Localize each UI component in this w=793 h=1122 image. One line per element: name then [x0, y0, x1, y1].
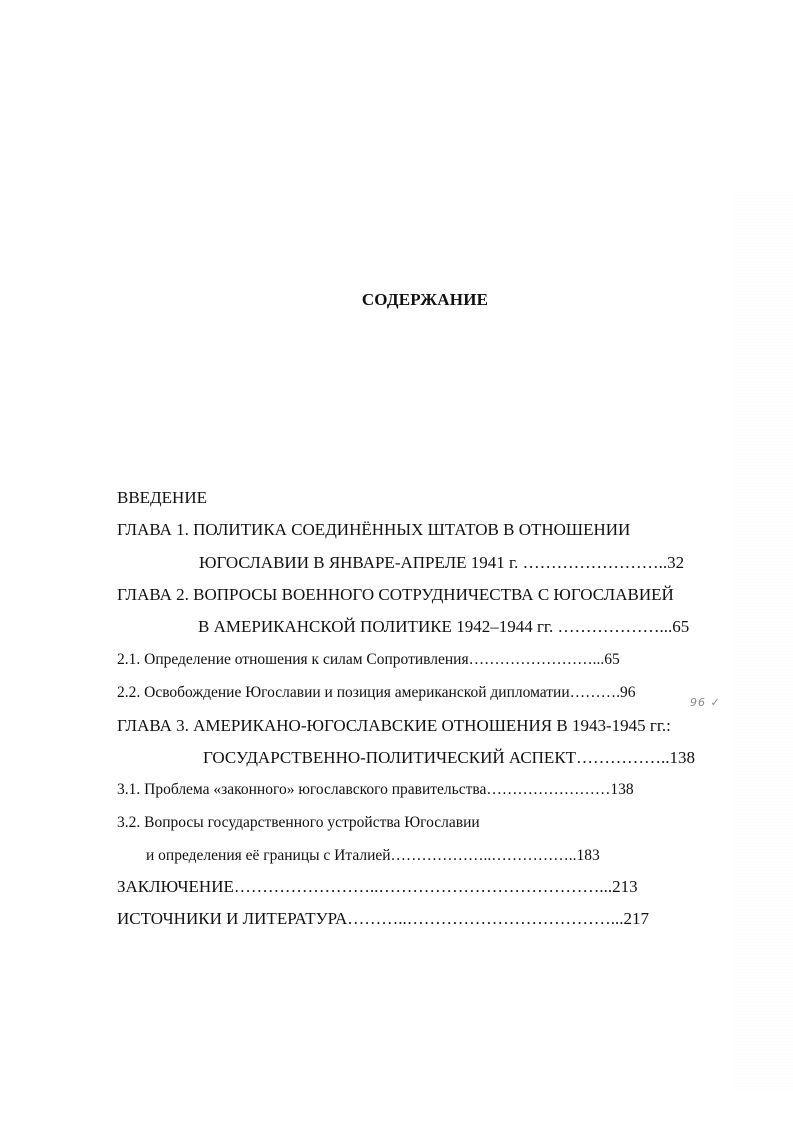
toc-section-3-2-line-1: 3.2. Вопросы государственного устройства Югославии: [117, 814, 480, 831]
toc-section-2-2: 2.2. Освобождение Югославии и позиция американской дипломатии……….96: [117, 684, 636, 701]
toc-chapter-1-line-1: ГЛАВА 1. ПОЛИТИКА СОЕДИНЁННЫХ ШТАТОВ В ОТНОШЕНИИ: [117, 520, 631, 539]
toc-chapter-1-line-2: ЮГОСЛАВИИ В ЯНВАРЕ-АПРЕЛЕ 1941 г. ……………………..32: [199, 553, 685, 572]
toc-intro: ВВЕДЕНИЕ: [117, 488, 207, 507]
toc-conclusion: ЗАКЛЮЧЕНИЕ……………………..…………………………………...213: [117, 877, 638, 896]
toc-section-3-2-line-2: и определения её границы с Италией………………..……………..183: [146, 847, 600, 864]
toc-chapter-2-line-2: В АМЕРИКАНСКОЙ ПОЛИТИКЕ 1942–1944 гг. ………………...65: [198, 617, 690, 636]
toc-sources: ИСТОЧНИКИ И ЛИТЕРАТУРА………..………………………………...217: [117, 909, 649, 928]
toc-chapter-2-line-1: ГЛАВА 2. ВОПРОСЫ ВОЕННОГО СОТРУДНИЧЕСТВА С ЮГОСЛАВИЕЙ: [117, 585, 674, 604]
toc-section-3-1: 3.1. Проблема «законного» югославского правительства……………………138: [117, 781, 634, 798]
toc-section-2-1: 2.1. Определение отношения к силам Сопротивления……………………...65: [117, 651, 620, 668]
toc-chapter-3-line-2: ГОСУДАРСТВЕННО-ПОЛИТИЧЕСКИЙ АСПЕКТ……………..138: [203, 748, 696, 767]
toc-chapter-3-line-1: ГЛАВА 3. АМЕРИКАНО-ЮГОСЛАВСКИЕ ОТНОШЕНИЯ В 1943-1945 гг.:: [117, 716, 671, 735]
page-title: СОДЕРЖАНИЕ: [361, 290, 489, 309]
handwritten-note: 96 ✓: [690, 696, 721, 709]
scan-noise: [733, 190, 793, 1090]
